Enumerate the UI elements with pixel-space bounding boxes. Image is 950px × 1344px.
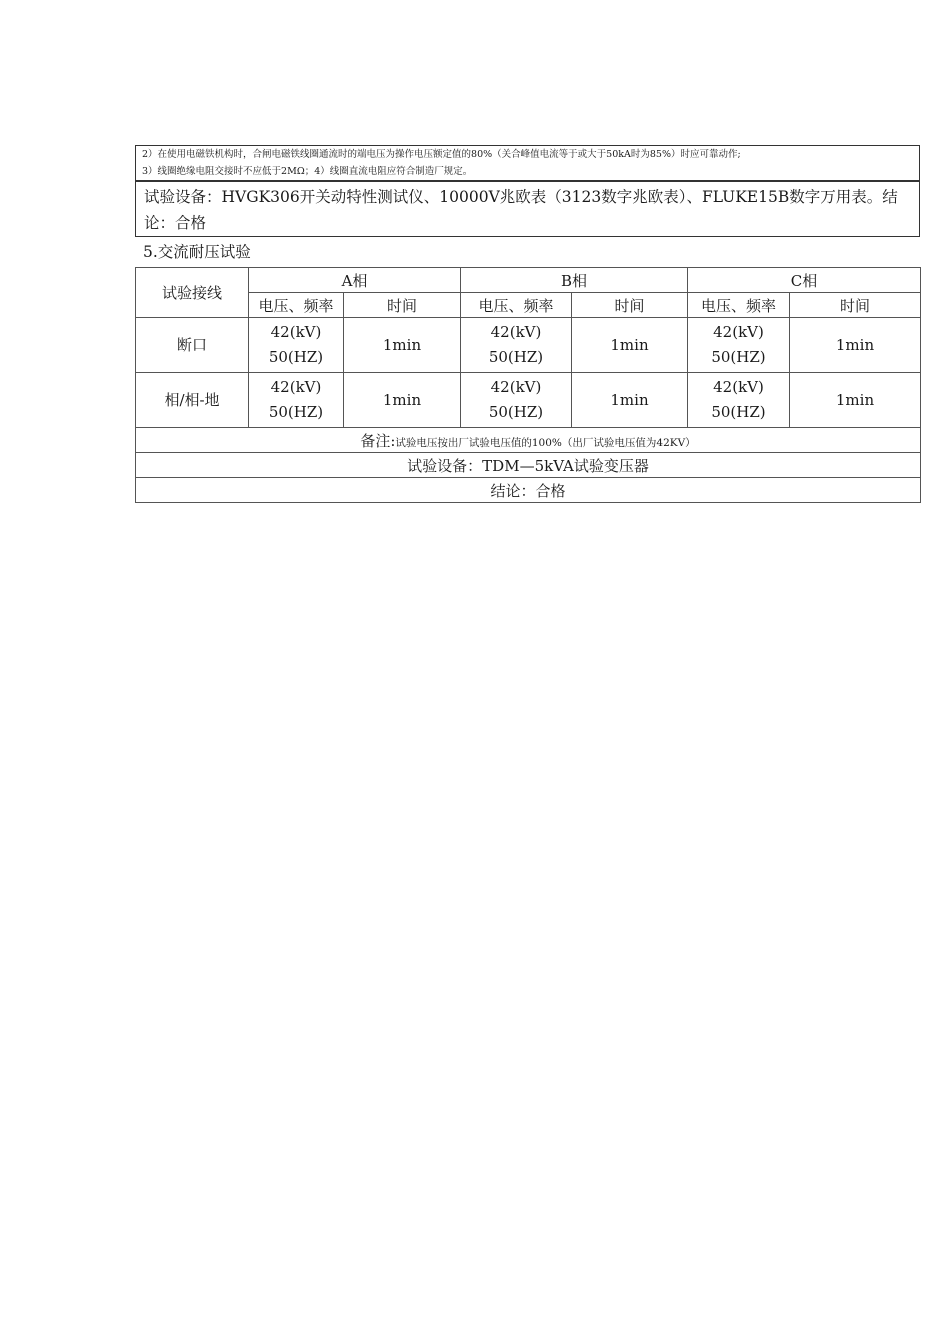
- conclusion-row: [136, 478, 921, 503]
- phase-b-time: 1min: [572, 373, 688, 428]
- phase-c-value: 42(kV) 50(HZ): [688, 318, 790, 373]
- conclusion-cell: 结论：合格: [136, 478, 921, 503]
- row-label: 相/相-地: [136, 373, 249, 428]
- phase-a-voltage-header: 电压、频率: [249, 293, 344, 318]
- equipment-conclusion-box: 试验设备：HVGK306开关动特性测试仪、10000V兆欧表（3123数字兆欧表）、FLUKE15B数字万用表。结论：合格: [135, 181, 920, 237]
- requirement-line-1: 2）在使用电磁铁机构时，合闸电磁铁线圈通流时的端电压为操作电压额定值的80%（关合峰值电流等于或大于50kA时为85%）时应可靠动作;: [142, 149, 741, 160]
- wiring-header: 试验接线: [136, 268, 249, 318]
- phase-c-time: 1min: [790, 373, 921, 428]
- phase-b-time: 1min: [572, 318, 688, 373]
- requirement-line-2: 3）线圈绝缘电阻交接时不应低于2MΩ；4）线圈直流电阻应符合制造厂规定。: [142, 166, 473, 177]
- phase-a-value: 42(kV) 50(HZ): [249, 318, 344, 373]
- row-label: 断口: [136, 318, 249, 373]
- phase-c-voltage-header: 电压、频率: [688, 293, 790, 318]
- requirements-notes: [135, 145, 920, 181]
- remark-text: 试验电压按出厂试验电压值的100%（出厂试验电压值为42KV）: [395, 436, 696, 449]
- phase-c-header: C相: [688, 268, 921, 293]
- phase-a-time: 1min: [344, 373, 461, 428]
- equipment-cell: 试验设备：TDM—5kVA试验变压器: [136, 453, 921, 478]
- phase-c-value: 42(kV) 50(HZ): [688, 373, 790, 428]
- phase-b-value: 42(kV) 50(HZ): [461, 318, 572, 373]
- phase-c-time: 1min: [790, 318, 921, 373]
- phase-c-time-header: 时间: [790, 293, 921, 318]
- phase-header-row: [136, 268, 921, 293]
- phase-a-value: 42(kV) 50(HZ): [249, 373, 344, 428]
- phase-b-voltage-header: 电压、频率: [461, 293, 572, 318]
- phase-b-time-header: 时间: [572, 293, 688, 318]
- phase-a-header: A相: [249, 268, 461, 293]
- table-row: [136, 373, 921, 428]
- sub-header-row: [136, 293, 921, 318]
- table-row: [136, 318, 921, 373]
- remark-label: 备注:: [360, 431, 396, 450]
- remark-row: [136, 428, 921, 453]
- ac-withstand-table: [135, 267, 921, 503]
- phase-a-time-header: 时间: [344, 293, 461, 318]
- phase-b-value: 42(kV) 50(HZ): [461, 373, 572, 428]
- remark-cell: [136, 428, 921, 453]
- section-title: 5.交流耐压试验: [143, 243, 251, 261]
- phase-b-header: B相: [461, 268, 688, 293]
- equipment-row: [136, 453, 921, 478]
- phase-a-time: 1min: [344, 318, 461, 373]
